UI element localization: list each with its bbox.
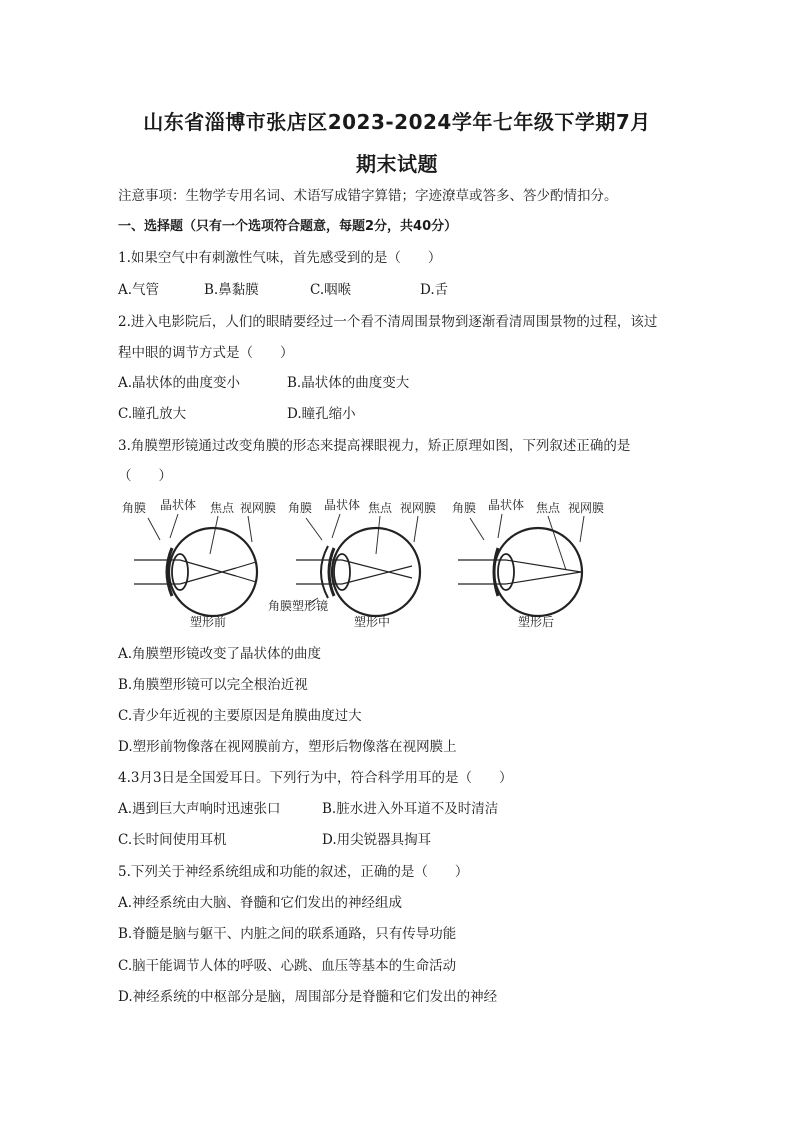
q1-option-a: A.气管 [118, 282, 160, 298]
label-focus: 焦点 [536, 501, 561, 515]
panel-during [268, 497, 436, 629]
question-1-stem: 1.如果空气中有刺激性气味，首先感受到的是（ ） [118, 250, 442, 266]
panel-before [122, 497, 276, 629]
label-focus: 焦点 [368, 501, 393, 515]
exam-title-line1: 山东省淄博市张店区2023-2024学年七年级下学期7月 [143, 110, 651, 134]
q2-option-d: D.瞳孔缩小 [287, 406, 356, 422]
label-retina: 视网膜 [400, 501, 437, 515]
q5-option-d: D.神经系统的中枢部分是脑，周围部分是脊髓和它们发出的神经 [118, 989, 498, 1005]
notice: 注意事项：生物学专用名词、术语写成错字算错；字迹潦草或答多、答少酌情扣分。 [118, 188, 618, 204]
caption-before: 塑形前 [190, 615, 227, 629]
q4-option-d: D.用尖锐器具掏耳 [322, 832, 432, 848]
label-lens: 晶状体 [324, 498, 361, 512]
label-ortho-lens: 角膜塑形镜 [268, 599, 329, 613]
question-5-stem: 5.下列关于神经系统组成和功能的叙述，正确的是（ ） [118, 864, 469, 880]
q1-option-b: B.鼻黏膜 [204, 282, 259, 298]
q1-option-c: C.咽喉 [310, 282, 352, 298]
caption-during: 塑形中 [354, 615, 391, 629]
label-lens: 晶状体 [488, 498, 525, 512]
eyeball-icon [494, 528, 582, 616]
label-cornea: 角膜 [122, 501, 147, 515]
section-heading: 一、选择题（只有一个选项符合题意，每题2分，共40分） [118, 219, 458, 234]
q3-option-b: B.角膜塑形镜可以完全根治近视 [118, 677, 308, 693]
q2-option-c: C.瞳孔放大 [118, 406, 187, 422]
label-lens: 晶状体 [160, 498, 197, 512]
question-3-stem-line1: 3.角膜塑形镜通过改变角膜的形态来提高裸眼视力，矫正原理如图，下列叙述正确的是 [118, 438, 631, 454]
eyeball-icon [332, 528, 420, 616]
q5-option-b: B.脊髓是脑与躯干、内脏之间的联系通路，只有传导功能 [118, 926, 457, 942]
question-4-stem: 4.3月3日是全国爱耳日。下列行为中，符合科学用耳的是（ ） [118, 770, 513, 786]
eye-diagram [118, 492, 618, 634]
label-cornea: 角膜 [288, 501, 313, 515]
ortho-lens-icon [321, 546, 328, 598]
q5-option-c: C.脑干能调节人体的呼吸、心跳、血压等基本的生命活动 [118, 958, 457, 974]
q5-option-a: A.神经系统由大脑、脊髓和它们发出的神经组成 [118, 895, 403, 911]
question-2-stem-line2: 程中眼的调节方式是（ ） [118, 345, 294, 361]
exam-title-line2: 期末试题 [356, 152, 438, 176]
q3-option-c: C.青少年近视的主要原因是角膜曲度过大 [118, 708, 362, 724]
label-retina: 视网膜 [240, 501, 277, 515]
question-2-stem-line1: 2.进入电影院后，人们的眼睛要经过一个看不清周围景物到逐渐看清周围景物的过程，该过 [118, 314, 658, 330]
q3-option-a: A.角膜塑形镜改变了晶状体的曲度 [118, 646, 322, 662]
q2-option-a: A.晶状体的曲度变小 [118, 375, 241, 391]
label-retina: 视网膜 [568, 501, 605, 515]
panel-after [452, 497, 604, 629]
q3-option-d: D.塑形前物像落在视网膜前方，塑形后物像落在视网膜上 [118, 739, 457, 755]
q1-option-d: D.舌 [420, 282, 449, 298]
question-3-stem-line2: （ ） [118, 468, 172, 484]
orthokeratology-figure [118, 492, 618, 634]
label-cornea: 角膜 [452, 501, 477, 515]
caption-after: 塑形后 [518, 615, 555, 629]
q4-option-b: B.脏水进入外耳道不及时清洁 [322, 801, 499, 817]
q4-option-a: A.遇到巨大声响时迅速张口 [118, 801, 281, 817]
label-focus: 焦点 [210, 501, 235, 515]
q2-option-b: B.晶状体的曲度变大 [287, 375, 410, 391]
q4-option-c: C.长时间使用耳机 [118, 832, 227, 848]
